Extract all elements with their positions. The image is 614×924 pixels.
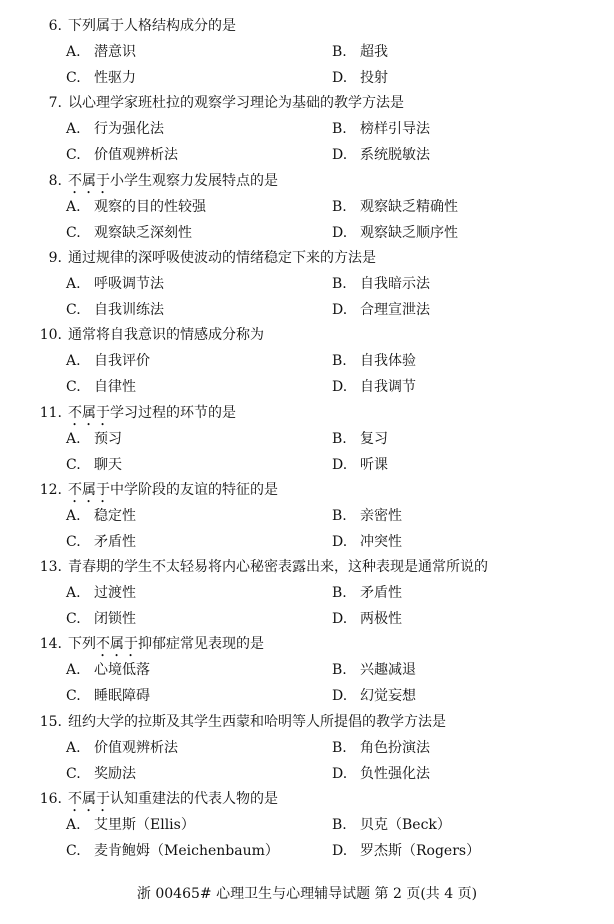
option-letter: D.	[332, 147, 348, 164]
option-d	[332, 684, 416, 708]
question-number: 7.	[48, 95, 62, 112]
option-letter: B.	[332, 739, 347, 756]
option-text: 复习	[360, 430, 388, 447]
option-text: 观察缺乏深刻性	[94, 224, 192, 241]
emphasized-negation: 不属于	[68, 791, 110, 807]
option-letter: D.	[332, 533, 348, 550]
option-b	[332, 117, 430, 141]
option-letter: A.	[66, 44, 81, 60]
option-letter: B.	[332, 353, 347, 370]
option-text: 潜意识	[94, 44, 136, 60]
option-text: 睡眠障碍	[94, 688, 150, 705]
option-a	[66, 272, 164, 296]
option-letter: D.	[332, 688, 348, 705]
question-text	[68, 787, 278, 815]
option-letter: B.	[332, 585, 347, 602]
option-b	[332, 813, 451, 837]
emphasized-negation: 不属于	[96, 636, 138, 653]
option-letter: C.	[66, 688, 81, 705]
option-c	[66, 298, 164, 322]
stem-body: 认知重建法的代表人物的是	[110, 791, 278, 807]
option-d	[332, 143, 430, 167]
option-letter: A.	[66, 817, 81, 833]
page-footer: 浙 00465# 心理卫生与心理辅导试题 第 2 页(共 4 页)	[136, 886, 478, 902]
option-text: 两极性	[360, 611, 402, 628]
option-text: 角色扮演法	[360, 739, 430, 756]
question-number: 14.	[39, 636, 62, 653]
option-letter: C.	[66, 765, 81, 782]
option-letter: A.	[66, 430, 81, 447]
option-d	[332, 453, 388, 477]
question-number: 12.	[39, 481, 62, 498]
stem-body: 下列属于人格结构成分的是	[68, 18, 236, 34]
question-text	[68, 555, 488, 579]
question-6	[0, 14, 614, 91]
option-a	[66, 349, 150, 373]
option-text: 榜样引导法	[360, 121, 430, 138]
option-a	[66, 813, 195, 837]
option-text: 听课	[360, 456, 388, 473]
question-number: 6.	[48, 18, 62, 34]
question-number: 11.	[39, 404, 62, 421]
option-text: 性驱力	[94, 70, 136, 86]
option-b	[332, 736, 430, 760]
question-text	[68, 710, 446, 734]
option-letter: B.	[332, 198, 347, 215]
question-12	[0, 478, 614, 555]
question-number: 8.	[48, 172, 62, 189]
option-c	[66, 762, 136, 786]
option-d	[332, 530, 402, 554]
option-letter: A.	[66, 353, 81, 370]
option-c	[66, 453, 122, 477]
stem-body: 小学生观察力发展特点的是	[110, 172, 278, 189]
option-text: 聊天	[94, 456, 122, 473]
option-letter: B.	[332, 44, 347, 60]
question-7	[0, 91, 614, 168]
option-letter: A.	[66, 739, 81, 756]
option-a	[66, 504, 136, 528]
stem-body: 纽约大学的拉斯及其学生西蒙和哈明等人所提倡的教学方法是	[68, 713, 446, 730]
option-text: 呼吸调节法	[94, 275, 164, 292]
option-a	[66, 581, 136, 605]
option-text: 兴趣减退	[360, 662, 416, 679]
stem-body: 通过规律的深呼吸使波动的情绪稳定下来的方法是	[68, 249, 376, 266]
option-text: 矛盾性	[360, 585, 402, 602]
option-c	[66, 607, 136, 631]
option-letter: C.	[66, 379, 81, 396]
option-letter: D.	[332, 70, 348, 86]
question-14	[0, 632, 614, 709]
option-d	[332, 298, 430, 322]
option-letter: B.	[332, 430, 347, 447]
question-text	[68, 246, 376, 270]
option-text: 自我调节	[360, 379, 416, 396]
option-text: 观察的目的性较强	[94, 198, 206, 215]
option-letter: B.	[332, 662, 347, 679]
option-a	[66, 658, 150, 682]
option-text: 幻觉妄想	[360, 688, 416, 705]
option-letter: B.	[332, 817, 347, 833]
option-c	[66, 66, 136, 90]
option-b	[332, 40, 388, 64]
option-text: 负性强化法	[360, 765, 430, 782]
question-text	[68, 323, 264, 347]
option-letter: D.	[332, 765, 348, 782]
option-b	[332, 349, 416, 373]
option-d	[332, 375, 416, 399]
option-letter: A.	[66, 585, 81, 602]
option-letter: A.	[66, 507, 81, 524]
option-letter: A.	[66, 198, 81, 215]
emphasized-negation: 不属于	[68, 172, 110, 189]
option-text: 合理宣泄法	[360, 301, 430, 318]
option-text: 贝克（Beck）	[360, 817, 451, 833]
option-text: 艾里斯（Ellis）	[94, 817, 195, 833]
question-text	[68, 91, 404, 115]
stem-body: 抑郁症常见表现的是	[138, 636, 264, 653]
option-b	[332, 581, 402, 605]
option-b	[332, 427, 388, 451]
option-letter: D.	[332, 301, 348, 318]
question-text	[68, 169, 278, 197]
option-text: 预习	[94, 430, 122, 447]
option-text: 矛盾性	[94, 533, 136, 550]
option-c	[66, 839, 279, 863]
option-letter: D.	[332, 379, 348, 396]
option-c	[66, 221, 192, 245]
option-letter: A.	[66, 662, 81, 679]
option-letter: A.	[66, 275, 81, 292]
stem-body: 学习过程的环节的是	[110, 404, 236, 421]
question-number: 9.	[48, 249, 62, 266]
option-text: 价值观辨析法	[94, 147, 178, 164]
option-letter: D.	[332, 611, 348, 628]
option-letter: D.	[332, 456, 348, 473]
option-letter: C.	[66, 147, 81, 164]
option-d	[332, 762, 430, 786]
stem-body: 以心理学家班杜拉的观察学习理论为基础的教学方法是	[68, 95, 404, 112]
question-10	[0, 323, 614, 400]
option-d	[332, 607, 402, 631]
option-c	[66, 684, 150, 708]
option-letter: A.	[66, 121, 81, 138]
option-c	[66, 530, 136, 554]
option-text: 超我	[360, 44, 388, 60]
question-8	[0, 169, 614, 246]
option-b	[332, 504, 402, 528]
question-number: 13.	[39, 559, 62, 576]
option-b	[332, 195, 458, 219]
option-letter: C.	[66, 843, 81, 859]
question-text	[68, 478, 278, 506]
option-a	[66, 40, 136, 64]
option-letter: B.	[332, 275, 347, 292]
option-text: 行为强化法	[94, 121, 164, 138]
stem-body: 中学阶段的友谊的特征的是	[110, 481, 278, 498]
option-letter: D.	[332, 224, 348, 241]
question-text	[68, 401, 236, 429]
stem-prefix: 下列	[68, 636, 96, 653]
option-d	[332, 221, 458, 245]
option-text: 投射	[360, 70, 388, 86]
option-text: 心境低落	[94, 662, 150, 679]
question-number: 16.	[39, 791, 62, 807]
option-text: 闭锁性	[94, 611, 136, 628]
option-text: 自我体验	[360, 353, 416, 370]
option-text: 自我暗示法	[360, 275, 430, 292]
option-text: 奖励法	[94, 765, 136, 782]
option-d	[332, 839, 480, 863]
question-text	[68, 632, 264, 660]
option-c	[66, 143, 178, 167]
option-a	[66, 117, 164, 141]
option-text: 亲密性	[360, 507, 402, 524]
emphasized-negation: 不属于	[68, 481, 110, 498]
option-text: 麦肯鲍姆（Meichenbaum）	[94, 843, 279, 859]
option-text: 过渡性	[94, 585, 136, 602]
option-letter: C.	[66, 456, 81, 473]
stem-body: 青春期的学生不太轻易将内心秘密表露出来，这种表现是通常所说的	[68, 559, 488, 576]
option-text: 罗杰斯（Rogers）	[360, 843, 481, 859]
option-text: 冲突性	[360, 533, 402, 550]
emphasized-negation: 不属于	[68, 404, 110, 421]
option-letter: C.	[66, 611, 81, 628]
question-number: 10.	[39, 327, 62, 344]
option-letter: C.	[66, 301, 81, 318]
option-letter: B.	[332, 121, 347, 138]
option-text: 价值观辨析法	[94, 739, 178, 756]
option-letter: B.	[332, 507, 347, 524]
option-text: 观察缺乏精确性	[360, 198, 458, 215]
question-13	[0, 555, 614, 632]
question-text	[68, 14, 236, 38]
option-text: 稳定性	[94, 507, 136, 524]
option-text: 自我评价	[94, 353, 150, 370]
question-number: 15.	[39, 713, 62, 730]
question-9	[0, 246, 614, 323]
option-a	[66, 427, 122, 451]
option-letter: C.	[66, 533, 81, 550]
option-letter: C.	[66, 70, 81, 86]
stem-body: 通常将自我意识的情感成分称为	[68, 327, 264, 344]
option-text: 系统脱敏法	[360, 147, 430, 164]
option-letter: C.	[66, 224, 81, 241]
option-c	[66, 375, 136, 399]
option-d	[332, 66, 388, 90]
question-15	[0, 710, 614, 787]
question-11	[0, 401, 614, 478]
option-a	[66, 736, 178, 760]
option-a	[66, 195, 206, 219]
option-letter: D.	[332, 843, 348, 859]
option-b	[332, 272, 430, 296]
option-text: 观察缺乏顺序性	[360, 224, 458, 241]
option-b	[332, 658, 416, 682]
option-text: 自我训练法	[94, 301, 164, 318]
question-16	[0, 787, 614, 864]
option-text: 自律性	[94, 379, 136, 396]
